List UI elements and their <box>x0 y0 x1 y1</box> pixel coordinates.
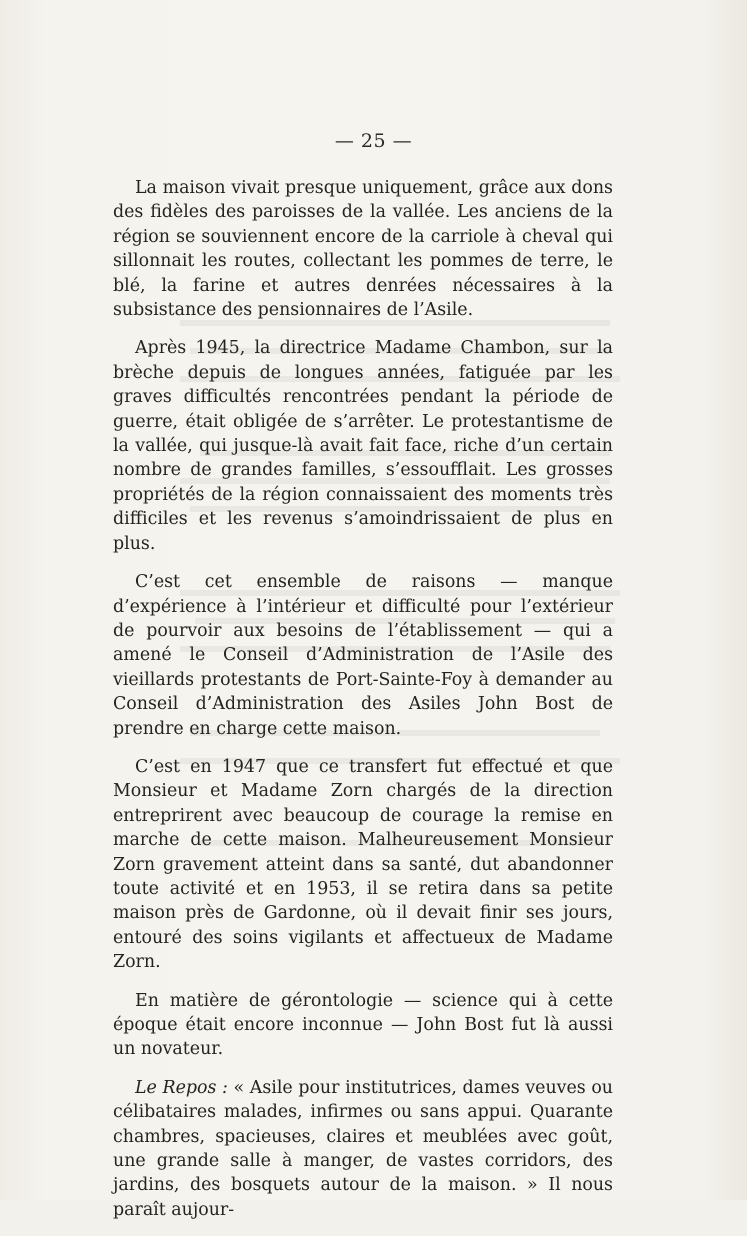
paragraph <box>113 336 613 556</box>
body-text <box>113 176 613 1236</box>
paragraph <box>113 570 613 741</box>
page-number: — 25 — <box>334 130 413 152</box>
paragraph-text: En matière de gérontologie — science qui à cette époque était encore inconnue — John Bost fut là aussi un novateur. <box>113 990 613 1060</box>
paragraph <box>113 1076 613 1222</box>
paragraph-italic-lead: Le Repos : <box>135 1077 228 1098</box>
paragraph <box>113 989 613 1062</box>
paragraph-text: « Asile pour institutrices, dames veuves ou célibataires malades, infirmes ou sans appui. Quarante chambres, spacieuses, claires et meublées avec goût, une grande salle à manger, de vastes corridors, des jardins, des bosquets autour de la maison. » Il nous paraît aujour- <box>113 1077 613 1220</box>
paragraph-text: C’est en 1947 que ce transfert fut effectué et que Monsieur et Madame Zorn chargés de la direction entreprirent avec beaucoup de courage la remise en marche de cette maison. Malheureusement Monsieur Zorn gravement atteint dans sa santé, dut abandonner toute activité et en 1953, il se retira dans sa petite maison près de Gardonne, où il devait finir ses jours, entouré des soins vigilants et affectueux de Madame Zorn. <box>113 756 613 973</box>
paragraph <box>113 755 613 975</box>
paragraph-text: La maison vivait presque uniquement, grâce aux dons des fidèles des paroisses de la vallée. Les anciens de la région se souviennent encore de la carriole à cheval qui sillonnait les routes, collectant les pommes de terre, le blé, la farine et autres denrées nécessaires à la subsistance des pensionnaires de l’Asile. <box>113 178 613 321</box>
paragraph-text: Après 1945, la directrice Madame Chambon, sur la brèche depuis de longues années, fatiguée par les graves difficultés rencontrées pendant la période de guerre, était obligée de s’arrêter. Le protestantisme de la vallée, qui jusque-là avait fait face, riche d’un certain nombre de grandes familles, s’essoufflait. Les grosses propriétés de la région connaissaient des moments très difficiles et les revenus s’amoindrissaient de plus en plus. <box>113 338 613 554</box>
paragraph <box>113 176 613 322</box>
paragraph-text: C’est cet ensemble de raisons — manque d’expérience à l’intérieur et difficulté pour l’extérieur de pourvoir aux besoins de l’établissement — qui a amené le Conseil d’Administration de l’Asile des vieillards protestants de Port-Sainte-Foy à demander au Conseil d’Administration des Asiles John Bost de prendre en charge cette maison. <box>113 572 613 739</box>
